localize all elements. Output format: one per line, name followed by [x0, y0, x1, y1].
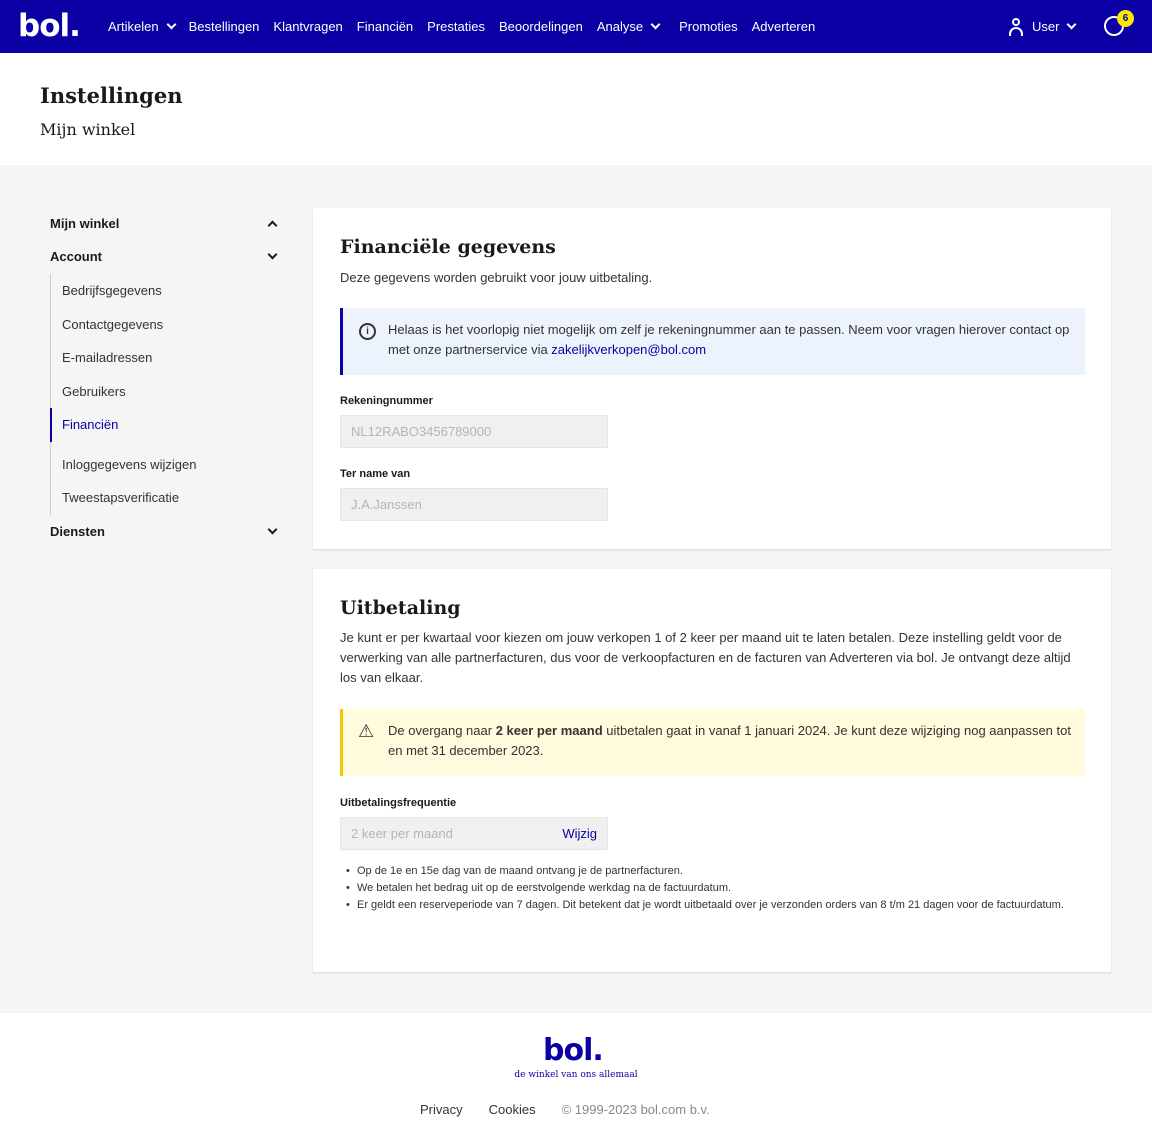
copyright: © 1999-2023 bol.com b.v.	[561, 1102, 710, 1117]
payout-frequency-label: Uitbetalingsfrequentie	[340, 797, 457, 809]
notification-badge: 6	[1117, 10, 1134, 27]
partnerservice-email-link[interactable]: zakelijkverkopen@bol.com	[551, 342, 707, 357]
info-notice	[340, 308, 1085, 375]
chevron-up-icon	[268, 221, 278, 231]
payout-frequency-field	[340, 817, 608, 850]
warning-icon: ⚠	[358, 721, 375, 741]
page-title: Instellingen	[40, 83, 183, 108]
account-holder-field: J.A.Janssen	[340, 488, 608, 521]
financial-details-card	[313, 208, 1111, 549]
chevron-down-icon	[651, 20, 661, 30]
sidebar-group-diensten[interactable]	[50, 524, 280, 539]
sidebar-account-items	[50, 274, 280, 515]
sidebar-item-e-mailadressen[interactable]: E-mailadressen	[62, 350, 153, 365]
user-menu[interactable]	[1008, 0, 1075, 53]
sidebar-item-contactgegevens[interactable]: Contactgegevens	[62, 316, 164, 332]
page-subtitle: Mijn winkel	[40, 120, 136, 139]
nav-prestaties[interactable]: Prestaties	[427, 19, 485, 34]
payout-card	[313, 569, 1111, 972]
nav-klantvragen[interactable]: Klantvragen	[273, 19, 343, 34]
sidebar-item-bedrijfsgegevens[interactable]: Bedrijfsgegevens	[62, 283, 162, 298]
payout-description: Je kunt er per kwartaal voor kiezen om jouw verkopen 1 of 2 keer per maand uit te laten betalen. Deze instelling geldt voor de verwerking van alle partnerfacturen, dus voor de verkoopfacturen en de facturen van Adverteren via bol. Je ontvangt deze altijd los van elkaar.	[340, 630, 1071, 685]
nav-adverteren[interactable]: Adverteren	[751, 19, 816, 34]
nav-promoties[interactable]: Promoties	[679, 19, 738, 34]
privacy-link[interactable]: Privacy	[420, 1102, 463, 1117]
nav-financien[interactable]: Financiën	[356, 19, 414, 34]
sidebar-item-financien[interactable]: Financiën	[50, 408, 280, 442]
info-icon: i	[359, 323, 376, 340]
account-number-field: NL12RABO3456789000	[340, 415, 608, 448]
nav-analyse-label: Analyse	[596, 19, 644, 34]
chevron-down-icon	[166, 20, 176, 30]
sidebar-item-tweestapsverificatie[interactable]: Tweestapsverificatie	[62, 490, 180, 505]
payout-title: Uitbetaling	[340, 597, 461, 619]
change-frequency-link[interactable]: Wijzig	[562, 826, 597, 841]
payout-info-list	[340, 863, 1085, 914]
chevron-down-icon	[268, 250, 278, 260]
nav-artikelen[interactable]	[108, 19, 175, 34]
nav-bestellingen[interactable]: Bestellingen	[188, 19, 260, 34]
payout-frequency-value: 2 keer per maand	[351, 826, 453, 841]
sidebar-group-label: Account	[50, 249, 102, 264]
top-navigation	[0, 0, 1152, 53]
page-header	[0, 53, 1152, 165]
sidebar-group-label: Mijn winkel	[50, 216, 120, 231]
footer-links	[420, 1102, 710, 1117]
chevron-down-icon	[268, 525, 278, 535]
sidebar-group-label: Diensten	[50, 524, 105, 539]
nav-analyse[interactable]	[597, 19, 659, 34]
warning-text-pre: De overgang naar	[388, 723, 496, 738]
sidebar-group-mijn-winkel[interactable]	[50, 216, 280, 231]
account-number-label: Rekeningnummer	[340, 395, 433, 407]
financial-title: Financiële gegevens	[340, 236, 556, 258]
user-icon	[1008, 18, 1024, 36]
warning-text-bold: 2 keer per maand	[495, 723, 603, 738]
footer-logo[interactable]: bol.	[543, 1033, 603, 1068]
user-label: User	[1032, 19, 1060, 34]
list-item: • Op de 1e en 15e dag van de maand ontvang je de partnerfacturen.	[340, 863, 1085, 880]
warning-notice	[340, 709, 1085, 776]
list-item: • Er geldt een reserveperiode van 7 dagen. Dit betekent dat je wordt uitbetaald over je verzonden orders van 8 t/m 21 dagen voor de factuurdatum.	[340, 897, 1085, 914]
warning-text-post: uitbetalen gaat in vanaf 1 januari 2024. Je kunt deze wijziging nog aanpassen tot en met 31 december 2023.	[388, 723, 1071, 758]
bol-logo[interactable]: bol.	[18, 8, 80, 44]
main-nav	[108, 0, 829, 53]
list-item: • We betalen het bedrag uit op de eerstvolgende werkdag na de factuurdatum.	[340, 880, 1085, 897]
chevron-down-icon	[1067, 20, 1077, 30]
nav-artikelen-label: Artikelen	[108, 19, 159, 34]
nav-beoordelingen[interactable]: Beoordelingen	[498, 19, 583, 34]
account-holder-label: Ter name van	[340, 468, 411, 480]
sidebar-item-inloggegevens[interactable]: Inloggegevens wijzigen	[62, 456, 197, 472]
sidebar-group-account[interactable]	[50, 249, 280, 264]
sidebar-item-gebruikers[interactable]: Gebruikers	[62, 383, 126, 399]
cookies-link[interactable]: Cookies	[488, 1102, 536, 1117]
footer-tagline: de winkel van ons allemaal	[514, 1070, 638, 1080]
financial-description: Deze gegevens worden gebruikt voor jouw uitbetaling.	[340, 270, 653, 285]
info-text: Helaas is het voorlopig niet mogelijk om zelf je rekeningnummer aan te passen. Neem voor vragen hierover contact op met onze partnerservice via	[388, 322, 1070, 357]
